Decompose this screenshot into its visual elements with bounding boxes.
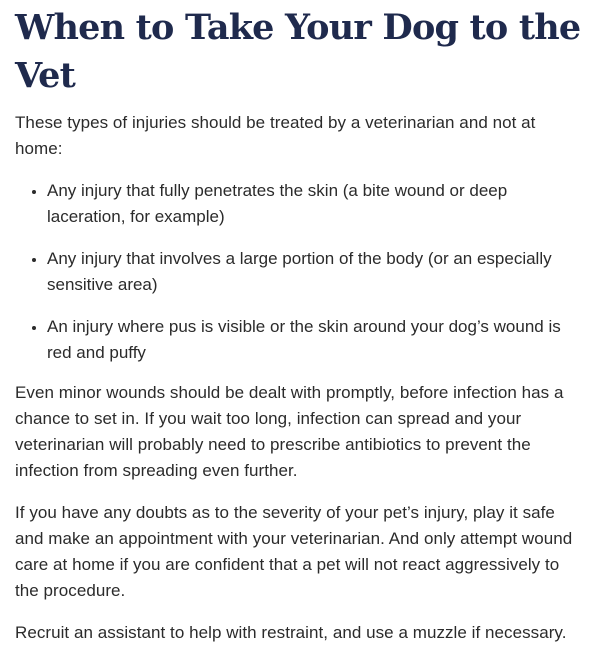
list-item: • An injury where pus is visible or the skin around your dog’s wound is red and puffy xyxy=(47,314,581,366)
body-paragraph-infection: Even minor wounds should be dealt with promptly, before infection has a chance to set in. If you wait too long, infection can spread and your veterinarian will probably need to prescribe antibiotics to prevent the infection from spreading even further. xyxy=(15,383,564,480)
list-item: • Any injury that fully penetrates the skin (a bite wound or deep laceration, for example) xyxy=(47,178,581,230)
list-item: • Any injury that involves a large portion of the body (or an especially sensitive area) xyxy=(47,246,581,298)
injury-list xyxy=(15,178,581,366)
section-heading: When to Take Your Dog to the Vet xyxy=(15,7,581,96)
body-paragraph-doubts: If you have any doubts as to the severity of your pet’s injury, play it safe and make an appointment with your veterinarian. And only attempt wound care at home if you are confident that a pet will not react aggressively to the procedure. xyxy=(15,503,573,600)
article xyxy=(15,4,581,646)
body-paragraph-assistant: Recruit an assistant to help with restraint, and use a muzzle if necessary. xyxy=(15,623,567,642)
intro-paragraph: These types of injuries should be treated by a veterinarian and not at home: xyxy=(15,113,536,158)
